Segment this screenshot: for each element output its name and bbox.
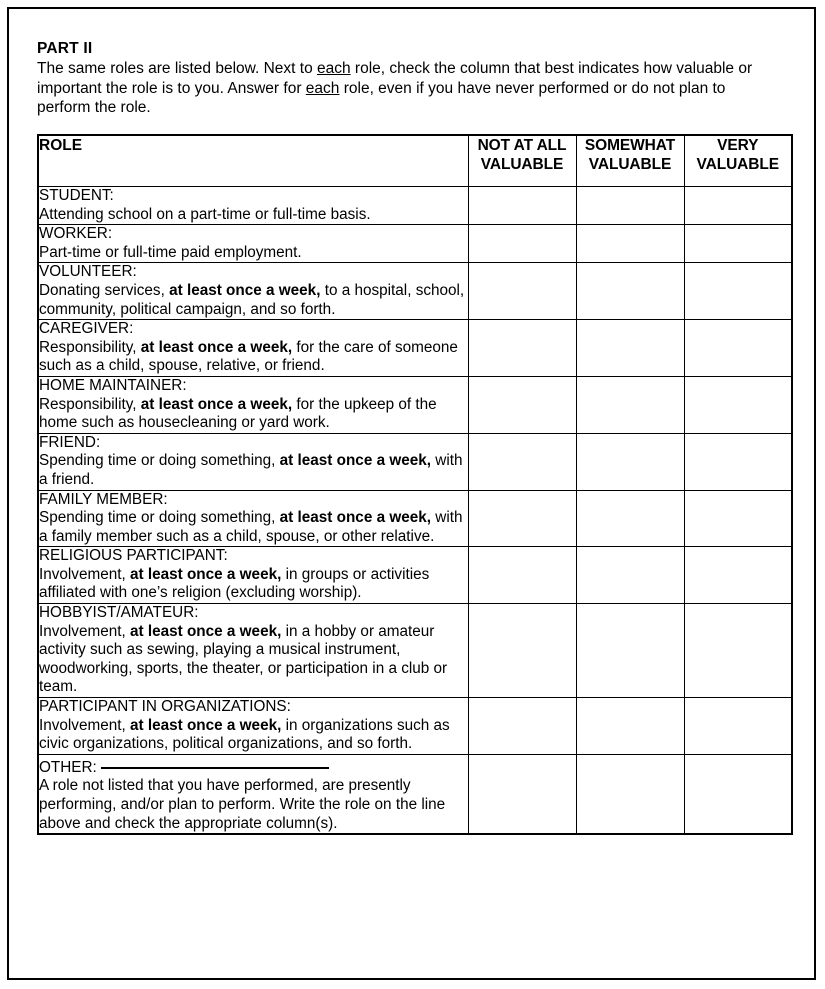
text-segment: at least once a week, [279, 509, 432, 527]
text-segment: at least once a week, [169, 281, 321, 299]
role-description [39, 509, 468, 546]
role-description-cell [38, 754, 468, 834]
checkbox-cell-somewhat-valuable[interactable] [576, 187, 684, 225]
table-row [38, 433, 792, 490]
page-content [37, 39, 792, 835]
column-header-line: VALUABLE [696, 155, 779, 173]
checkbox-cell-very-valuable[interactable] [684, 376, 792, 433]
role-name: STUDENT: [39, 187, 114, 204]
text-segment: Responsibility, [39, 338, 141, 356]
checkbox-cell-somewhat-valuable[interactable] [576, 433, 684, 490]
checkbox-cell-not-at-all-valuable[interactable] [468, 490, 576, 547]
text-segment: for the care of someone such as a child, spouse, relative, or friend. [39, 338, 458, 375]
checkbox-cell-not-at-all-valuable[interactable] [468, 547, 576, 604]
table-row [38, 225, 792, 263]
table-row [38, 698, 792, 755]
role-description-cell [38, 320, 468, 377]
text-segment: at least once a week, [140, 338, 293, 356]
checkbox-cell-somewhat-valuable[interactable] [576, 490, 684, 547]
column-header-line: VALUABLE [480, 155, 564, 173]
text-segment: with a family member such as a child, spouse, or other relative. [39, 509, 463, 545]
checkbox-cell-very-valuable[interactable] [684, 754, 792, 834]
checkbox-cell-not-at-all-valuable[interactable] [468, 225, 576, 263]
text-segment: at least once a week, [140, 395, 293, 413]
checkbox-cell-very-valuable[interactable] [684, 433, 792, 490]
role-description-cell [38, 225, 468, 263]
role-description [39, 282, 468, 319]
column-header-line: SOMEWHAT [584, 136, 676, 154]
text-segment: A role not listed that you have performed, are presently performing, and/or plan to perform. Write the role on the line above and check the appropriate column(s). [39, 777, 446, 832]
text-segment: Spending time or doing something, [39, 509, 280, 527]
text-segment: each [305, 79, 340, 97]
text-segment: Attending school on a part-time or full-time basis. [39, 205, 371, 223]
role-description [39, 206, 468, 225]
role-description-cell [38, 547, 468, 604]
role-description-cell [38, 698, 468, 755]
role-description-cell [38, 376, 468, 433]
role-description-cell [38, 187, 468, 225]
text-segment: Involvement, [39, 565, 130, 583]
checkbox-cell-somewhat-valuable[interactable] [576, 547, 684, 604]
column-header-very-valuable [684, 135, 792, 187]
role-name: CAREGIVER: [39, 320, 134, 338]
role-name: RELIGIOUS PARTICIPANT: [39, 547, 228, 565]
checkbox-cell-not-at-all-valuable[interactable] [468, 433, 576, 490]
role-name: PARTICIPANT IN ORGANIZATIONS: [39, 698, 291, 716]
checkbox-cell-somewhat-valuable[interactable] [576, 320, 684, 377]
checkbox-cell-very-valuable[interactable] [684, 263, 792, 320]
role-name: OTHER: [39, 755, 468, 778]
text-segment: in groups or activities affiliated with one’s religion (excluding worship). [39, 565, 430, 602]
role-description-cell [38, 433, 468, 490]
text-segment: with a friend. [39, 452, 463, 488]
part-title: PART II [37, 40, 93, 57]
checkbox-cell-very-valuable[interactable] [684, 225, 792, 263]
role-name: VOLUNTEER: [39, 263, 137, 281]
role-name: HOBBYIST/AMATEUR: [39, 604, 199, 622]
table-body [38, 187, 792, 835]
checkbox-cell-not-at-all-valuable[interactable] [468, 604, 576, 698]
page-sheet [7, 7, 816, 980]
checkbox-cell-somewhat-valuable[interactable] [576, 263, 684, 320]
checkbox-cell-very-valuable[interactable] [684, 547, 792, 604]
text-segment: Involvement, [39, 716, 130, 734]
role-description-cell [38, 604, 468, 698]
column-header-line: NOT AT ALL [477, 136, 567, 154]
checkbox-cell-somewhat-valuable[interactable] [576, 376, 684, 433]
text-segment: Part-time or full-time paid employment. [39, 243, 302, 261]
role-description [39, 566, 468, 603]
role-name: WORKER: [39, 225, 113, 243]
role-description [39, 452, 468, 489]
text-segment: Spending time or doing something, [39, 452, 280, 470]
text-segment: to a hospital, school, community, political campaign, and so forth. [39, 281, 465, 318]
checkbox-cell-somewhat-valuable[interactable] [576, 698, 684, 755]
text-segment: Donating services, [39, 281, 170, 299]
table-row [38, 547, 792, 604]
table-row [38, 376, 792, 433]
text-segment: at least once a week, [129, 565, 282, 583]
table-row [38, 490, 792, 547]
role-description-cell [38, 490, 468, 547]
role-name: HOME MAINTAINER: [39, 376, 187, 394]
role-description [39, 777, 468, 833]
table-row [38, 604, 792, 698]
roles-value-table [37, 134, 793, 836]
column-header-somewhat-valuable [576, 135, 684, 187]
table-header [38, 135, 792, 187]
checkbox-cell-very-valuable[interactable] [684, 604, 792, 698]
checkbox-cell-very-valuable[interactable] [684, 490, 792, 547]
role-description [39, 623, 468, 697]
text-segment: at least once a week, [129, 716, 282, 734]
text-segment: role, check the column that best indicates how valuable or important the role is to you. Answer for [37, 60, 753, 97]
role-name: FRIEND: [39, 433, 101, 451]
role-description [39, 339, 468, 376]
text-segment: Responsibility, [39, 395, 141, 413]
table-row [38, 320, 792, 377]
role-description [39, 244, 468, 263]
text-segment: at least once a week, [129, 622, 282, 640]
checkbox-cell-not-at-all-valuable[interactable] [468, 187, 576, 225]
text-segment: The same roles are listed below. Next to [37, 60, 317, 77]
table-row [38, 754, 792, 834]
text-segment: Involvement, [39, 622, 130, 640]
checkbox-cell-not-at-all-valuable[interactable] [468, 320, 576, 377]
checkbox-cell-somewhat-valuable[interactable] [576, 604, 684, 698]
table-header-row [38, 135, 792, 187]
role-description [39, 396, 468, 433]
table-row [38, 263, 792, 320]
text-segment: at least once a week, [279, 452, 432, 470]
checkbox-cell-very-valuable[interactable] [684, 698, 792, 755]
role-description-cell [38, 263, 468, 320]
checkbox-cell-somewhat-valuable[interactable] [576, 754, 684, 834]
text-segment: in a hobby or amateur activity such as sewing, playing a musical instrument, woodworking, sports, the theater, or participation in a club or team. [39, 622, 448, 696]
checkbox-cell-very-valuable[interactable] [684, 187, 792, 225]
column-header-line: VALUABLE [588, 155, 672, 173]
checkbox-cell-somewhat-valuable[interactable] [576, 225, 684, 263]
column-header-role: ROLE [38, 135, 468, 187]
checkbox-cell-not-at-all-valuable[interactable] [468, 376, 576, 433]
instructions-paragraph [37, 59, 759, 118]
checkbox-cell-not-at-all-valuable[interactable] [468, 754, 576, 834]
table-row [38, 187, 792, 225]
other-role-write-in-line[interactable] [101, 755, 329, 769]
text-segment: in organizations such as civic organizations, political organizations, and so forth. [39, 716, 450, 753]
text-segment: role, even if you have never performed or do not plan to perform the role. [37, 79, 726, 116]
text-segment: each [317, 60, 351, 77]
role-name: FAMILY MEMBER: [39, 490, 168, 508]
checkbox-cell-not-at-all-valuable[interactable] [468, 698, 576, 755]
role-description [39, 717, 468, 754]
checkbox-cell-very-valuable[interactable] [684, 320, 792, 377]
text-segment: for the upkeep of the home such as housecleaning or yard work. [39, 395, 437, 432]
column-header-not-at-all-valuable [468, 135, 576, 187]
checkbox-cell-not-at-all-valuable[interactable] [468, 263, 576, 320]
column-header-line: VERY [717, 136, 759, 154]
